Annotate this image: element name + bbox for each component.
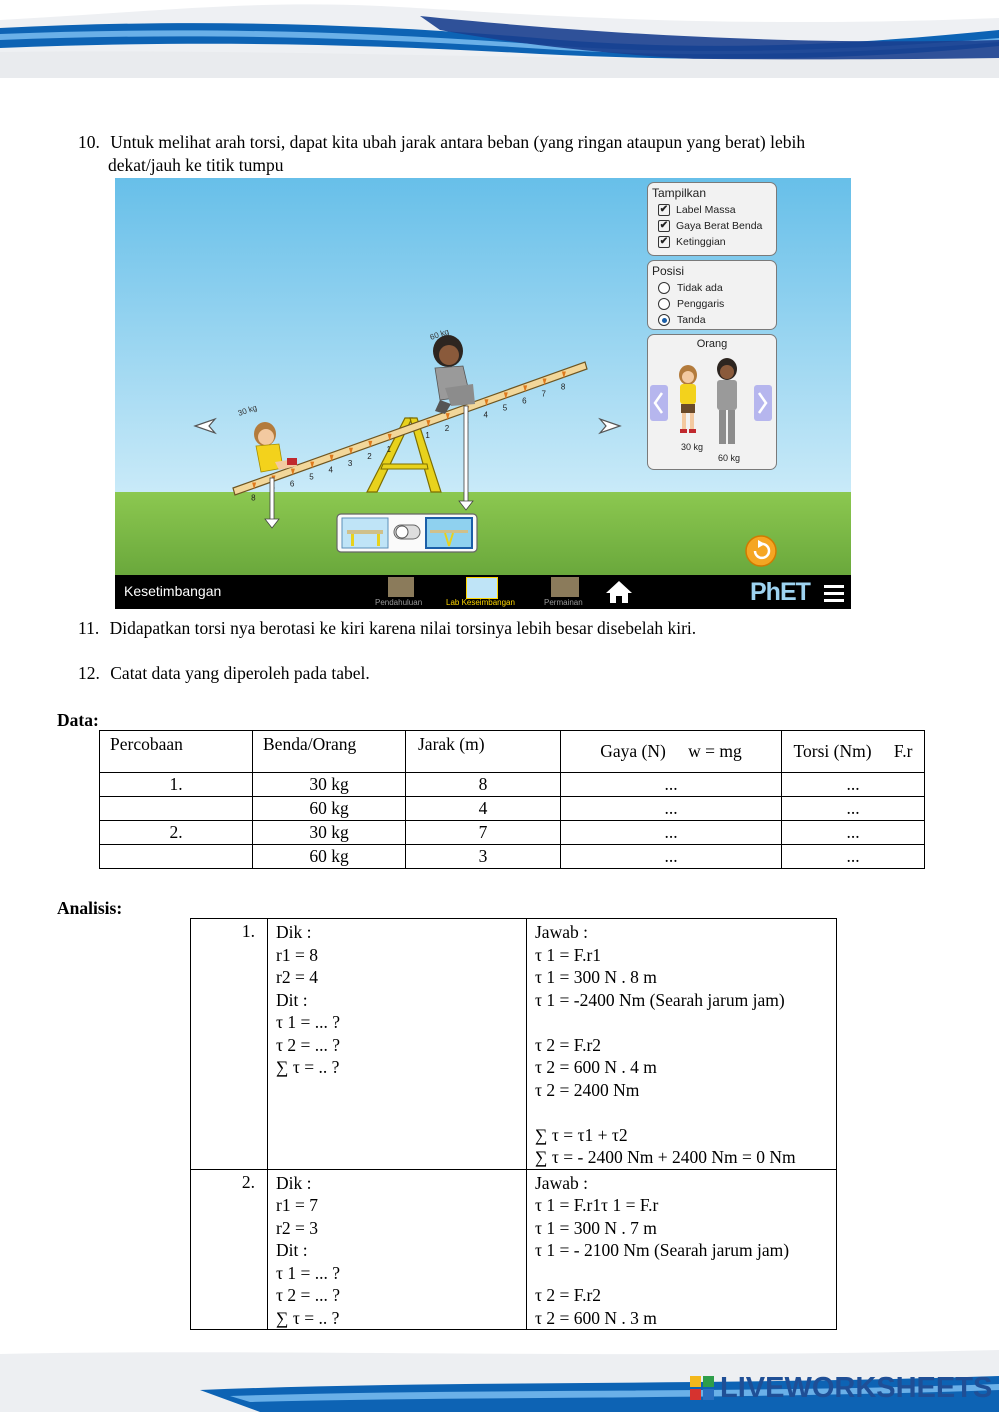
- plank-tick-label-left: 4: [328, 465, 334, 475]
- position-panel-title: Posisi: [652, 264, 685, 278]
- answer-line: τ 2 = 600 N . 4 m: [535, 1057, 657, 1077]
- answer-line: [535, 1262, 836, 1285]
- screen-lab-icon[interactable]: [466, 577, 498, 599]
- adult-mass-label: 60 kg: [428, 327, 451, 342]
- display-panel-title: Tampilkan: [652, 186, 707, 200]
- child-thumbnail[interactable]: [679, 365, 697, 433]
- cell-distance: 8: [406, 773, 561, 797]
- given-lines: [276, 921, 526, 1079]
- cell-object: 30 kg: [253, 821, 406, 845]
- liveworksheets-logo: [688, 1372, 992, 1405]
- given-line: r1 = 7: [276, 1195, 318, 1215]
- cell-object: 60 kg: [253, 797, 406, 821]
- menu-icon[interactable]: [823, 583, 845, 603]
- table-header-row: [100, 731, 925, 773]
- home-icon[interactable]: [604, 579, 634, 605]
- radio-selected-icon: [658, 314, 670, 326]
- analysis-number: 2.: [191, 1169, 268, 1330]
- answer-line: τ 2 = 600 N . 3 m: [535, 1307, 657, 1328]
- position-panel: [647, 260, 777, 330]
- answer-line: τ 1 = - 2100 Nm (Searah jarum jam): [535, 1240, 790, 1260]
- screen-game-icon[interactable]: [551, 577, 579, 597]
- sim-navbar: [115, 575, 851, 609]
- cell-distance: 4: [406, 797, 561, 821]
- header-distance: Jarak (m): [406, 731, 561, 773]
- radio-icon: [658, 298, 670, 310]
- plank-tick-label-right: 6: [522, 396, 527, 406]
- analysis-given: [268, 1169, 527, 1330]
- plank-tick-label-right: 1: [425, 431, 430, 441]
- liveworksheets-icon: [688, 1374, 716, 1404]
- analysis-given: [268, 919, 527, 1170]
- step-10-text-line2: dekat/jauh ke titik tumpu: [108, 155, 284, 175]
- analysis-table: [190, 918, 837, 1330]
- cell-object: 60 kg: [253, 845, 406, 869]
- cell-trial: 1.: [100, 773, 253, 797]
- screen-intro-icon[interactable]: [388, 577, 414, 597]
- cell-force[interactable]: ...: [561, 773, 782, 797]
- step-12-text: Catat data yang diperoleh pada tabel.: [110, 663, 370, 683]
- given-line: Dik :: [276, 1172, 312, 1193]
- given-line: r2 = 4: [276, 967, 318, 987]
- answer-line: ∑ τ = - 2400 Nm + 2400 Nm = 0 Nm: [535, 1147, 796, 1167]
- adult-thumbnail-mass: 60 kg: [718, 453, 741, 463]
- answer-line: [535, 1101, 836, 1124]
- step-11-number: 11.: [78, 618, 100, 638]
- answer-line: τ 1 = 300 N . 8 m: [535, 967, 657, 987]
- check-icon: ✔: [659, 236, 669, 247]
- data-label: Data:: [57, 710, 99, 730]
- cell-distance: 3: [406, 845, 561, 869]
- header-torque: Torsi (Nm) F.r: [782, 731, 925, 773]
- data-table: [99, 730, 925, 869]
- sim-title: Kesetimbangan: [124, 583, 222, 599]
- check-icon: ✔: [659, 220, 669, 231]
- table-row: [100, 845, 925, 869]
- table-row: [100, 773, 925, 797]
- people-panel: [647, 334, 777, 470]
- answer-line: [535, 1011, 836, 1034]
- cell-trial: [100, 845, 253, 869]
- step-10: [78, 131, 958, 153]
- given-line: r1 = 8: [276, 944, 318, 965]
- plank-tick-label-left: 6: [289, 479, 295, 489]
- carousel-next-button[interactable]: [754, 385, 772, 421]
- table-row: [100, 797, 925, 821]
- plank-tick-label-right: 5: [502, 403, 508, 413]
- adult-thumbnail[interactable]: [717, 358, 737, 444]
- step-10-text-line1: Untuk melihat arah torsi, dapat kita ubah jarak antara beban (yang ringan ataupun yang berat) lebih: [110, 132, 806, 152]
- plank-tick-label-right: 4: [483, 410, 488, 420]
- plank-tick-label-left: 1: [386, 444, 392, 454]
- radio-ruler[interactable]: Penggaris: [658, 296, 776, 312]
- answer-line: τ 2 = F.r2: [535, 1034, 602, 1055]
- liveworksheets-text: LIVEWORKSHEETS: [720, 1372, 993, 1404]
- carousel-prev-button[interactable]: [650, 385, 668, 421]
- given-line: τ 2 = ... ?: [276, 1034, 341, 1055]
- answer-lines: [535, 1172, 836, 1330]
- cell-object: 30 kg: [253, 773, 406, 797]
- plank-tick-label-right: 7: [541, 389, 546, 399]
- analysis-number: 1.: [191, 919, 268, 1170]
- given-line: τ 1 = ... ?: [276, 1012, 341, 1032]
- child-thumbnail-mass: 30 kg: [681, 442, 704, 452]
- answer-line: Jawab :: [535, 1172, 588, 1193]
- answer-line: τ 1 = F.r1: [535, 944, 602, 965]
- step-11-text: Didapatkan torsi nya berotasi ke kiri karena nilai torsinya lebih besar disebelah kiri.: [109, 618, 697, 638]
- answer-line: τ 1 = F.r1τ 1 = F.r: [535, 1195, 659, 1215]
- given-lines: [276, 1172, 526, 1330]
- given-line: τ 2 = ... ?: [276, 1285, 341, 1305]
- header-force: Gaya (N) w = mg: [561, 731, 782, 773]
- people-panel-title: Orang: [696, 338, 728, 350]
- analysis-row-2: [191, 1169, 837, 1330]
- answer-line: Jawab :: [535, 922, 588, 942]
- table-row: [100, 821, 925, 845]
- reset-button[interactable]: [746, 536, 776, 566]
- given-line: τ 1 = ... ?: [276, 1262, 341, 1283]
- cell-torque[interactable]: ...: [782, 845, 925, 869]
- plank-tick-label-left: 5: [309, 472, 314, 482]
- step-12: [78, 662, 370, 684]
- given-line: Dik :: [276, 922, 312, 942]
- screen-intro-label[interactable]: Pendahuluan: [375, 598, 423, 607]
- given-line: ∑ τ = .. ?: [276, 1307, 340, 1328]
- cell-trial: [100, 797, 253, 821]
- cell-torque[interactable]: ...: [782, 797, 925, 821]
- cell-force[interactable]: ...: [561, 797, 782, 821]
- analysis-answer[interactable]: [527, 1169, 837, 1330]
- analysis-answer[interactable]: [527, 919, 837, 1170]
- step-12-number: 12.: [78, 663, 100, 683]
- cell-force[interactable]: ...: [561, 821, 782, 845]
- cell-torque[interactable]: ...: [782, 773, 925, 797]
- cell-trial: 2.: [100, 821, 253, 845]
- people-carousel: [648, 349, 776, 469]
- plank-tick-label-right: 2: [444, 424, 450, 434]
- display-panel: [647, 182, 777, 256]
- radio-none[interactable]: Tidak ada: [658, 280, 776, 296]
- phet-simulation: [115, 178, 851, 609]
- step-11: [78, 617, 696, 639]
- checkbox-height[interactable]: ✔ Ketinggian: [659, 236, 726, 248]
- header-banner: [0, 0, 999, 78]
- child-mass-label: 30 kg: [236, 403, 259, 418]
- radio-marks[interactable]: Tanda: [658, 312, 776, 328]
- plank-tick-label-right: 8: [560, 382, 566, 392]
- answer-lines: [535, 921, 836, 1169]
- checkbox-mass-label[interactable]: ✔ Label Massa: [659, 204, 736, 216]
- check-icon: ✔: [659, 204, 669, 215]
- given-line: Dit :: [276, 989, 308, 1010]
- radio-icon: [658, 282, 670, 294]
- cell-distance: 7: [406, 821, 561, 845]
- plank-tick-label-left: 2: [367, 451, 372, 461]
- analysis-label: Analisis:: [57, 898, 123, 918]
- given-line: r2 = 3: [276, 1217, 318, 1238]
- answer-line: τ 2 = F.r2: [535, 1285, 602, 1305]
- cell-force[interactable]: ...: [561, 845, 782, 869]
- support-toggle[interactable]: [337, 514, 477, 552]
- given-line: ∑ τ = .. ?: [276, 1057, 340, 1077]
- header-object: Benda/Orang: [253, 731, 406, 773]
- phet-logo: PhET: [750, 578, 810, 606]
- screen-game-label[interactable]: Permainan: [544, 598, 583, 607]
- cell-torque[interactable]: ...: [782, 821, 925, 845]
- analysis-row-1: [191, 919, 837, 1170]
- answer-line: τ 2 = 2400 Nm: [535, 1079, 640, 1100]
- answer-line: τ 1 = 300 N . 7 m: [535, 1217, 657, 1238]
- screen-lab-label[interactable]: Lab Keseimbangan: [446, 598, 515, 607]
- answer-line: ∑ τ = τ1 + τ2: [535, 1124, 628, 1145]
- plank-tick-label-left: 8: [251, 493, 256, 503]
- given-line: Dit :: [276, 1240, 308, 1260]
- checkbox-weight-force[interactable]: ✔ Gaya Berat Benda: [659, 220, 763, 232]
- answer-line: τ 1 = -2400 Nm (Searah jarum jam): [535, 989, 785, 1010]
- plank-tick-label-left: 3: [347, 458, 353, 468]
- step-10-number: 10.: [78, 132, 100, 152]
- header-trial: Percobaan: [100, 731, 253, 773]
- ground: [115, 492, 851, 575]
